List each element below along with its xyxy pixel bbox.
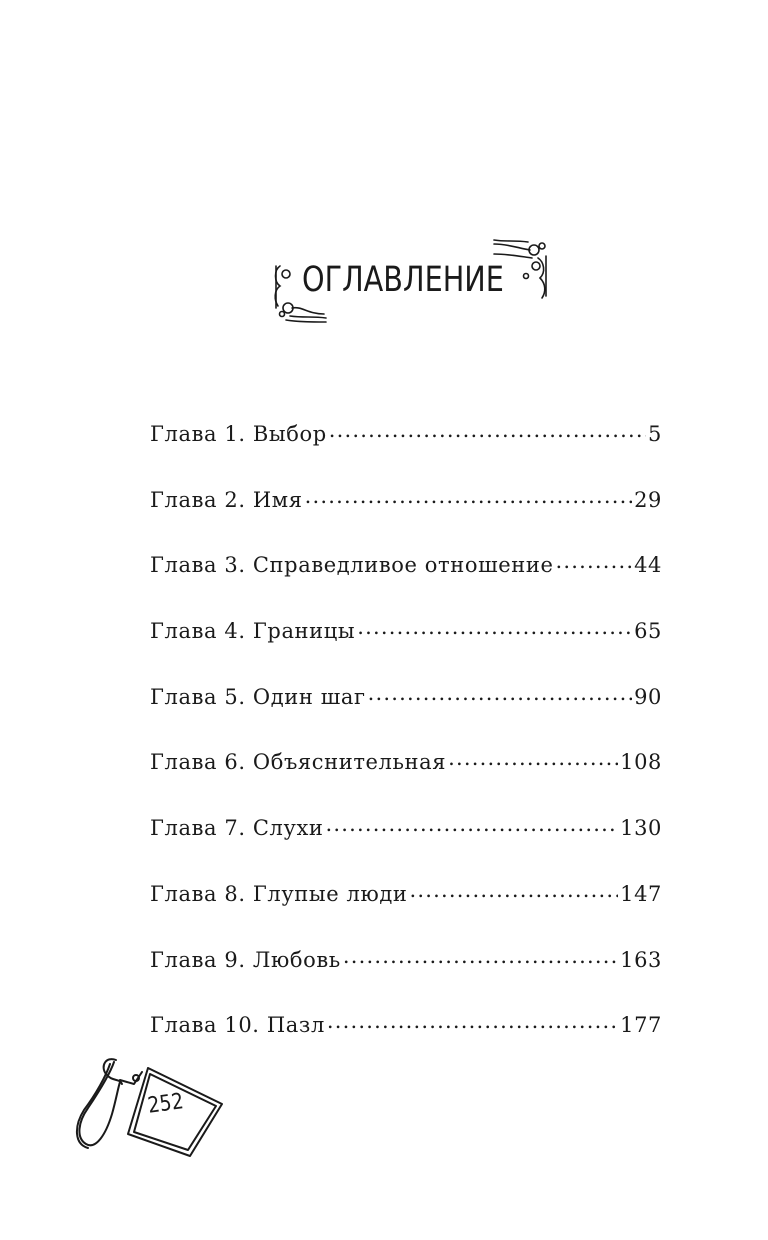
toc-entry-label: Глава 1. Выбор (150, 422, 327, 446)
toc-entry (150, 1011, 662, 1077)
page-title: ОГЛАВЛЕНИЕ (302, 260, 504, 300)
toc-leader-dots (368, 683, 633, 704)
page-number-tag (70, 1054, 226, 1162)
toc-leader-dots (357, 617, 632, 638)
table-of-contents (150, 420, 662, 1077)
toc-entry-page: 163 (620, 947, 662, 972)
toc-entry (150, 946, 662, 1012)
toc-leader-dots (327, 1011, 618, 1032)
toc-entry-page: 29 (634, 487, 662, 512)
title-block (268, 236, 554, 326)
toc-leader-dots (343, 946, 618, 967)
toc-leader-dots (329, 420, 646, 441)
toc-entry (150, 814, 662, 880)
toc-entry-label: Глава 8. Глупые люди (150, 881, 408, 906)
toc-entry-label: Глава 4. Границы (150, 619, 356, 644)
toc-entry-label: Глава 5. Один шаг (150, 684, 366, 709)
toc-entry-label: Глава 10. Пазл (150, 1013, 325, 1038)
toc-leader-dots (326, 814, 619, 835)
toc-entry (150, 420, 662, 486)
toc-leader-dots (409, 880, 618, 901)
toc-entry-label: Глава 7. Слухи (150, 816, 324, 841)
toc-entry-page: 147 (620, 881, 662, 906)
toc-entry (150, 551, 662, 617)
toc-entry (150, 748, 662, 814)
toc-entry (150, 617, 662, 683)
toc-entry-label: Глава 9. Любовь (150, 947, 341, 972)
toc-entry-label: Глава 2. Имя (150, 487, 303, 512)
toc-entry (150, 880, 662, 946)
toc-entry (150, 683, 662, 749)
toc-entry-label: Глава 6. Объяснительная (150, 750, 447, 775)
toc-entry-page: 65 (634, 619, 662, 644)
toc-entry-page: 130 (620, 816, 662, 841)
toc-leader-dots (555, 551, 632, 572)
toc-entry-page: 90 (634, 684, 662, 709)
toc-leader-dots (448, 748, 618, 769)
toc-entry-page: 177 (620, 1013, 662, 1038)
toc-entry-page: 44 (634, 553, 662, 578)
toc-entry-page: 5 (648, 422, 662, 446)
toc-entry (150, 486, 662, 552)
toc-entry-page: 108 (620, 750, 662, 775)
toc-leader-dots (305, 486, 632, 507)
page-number: 252 (146, 1089, 186, 1119)
toc-entry-label: Глава 3. Справедливое отношение (150, 553, 554, 578)
